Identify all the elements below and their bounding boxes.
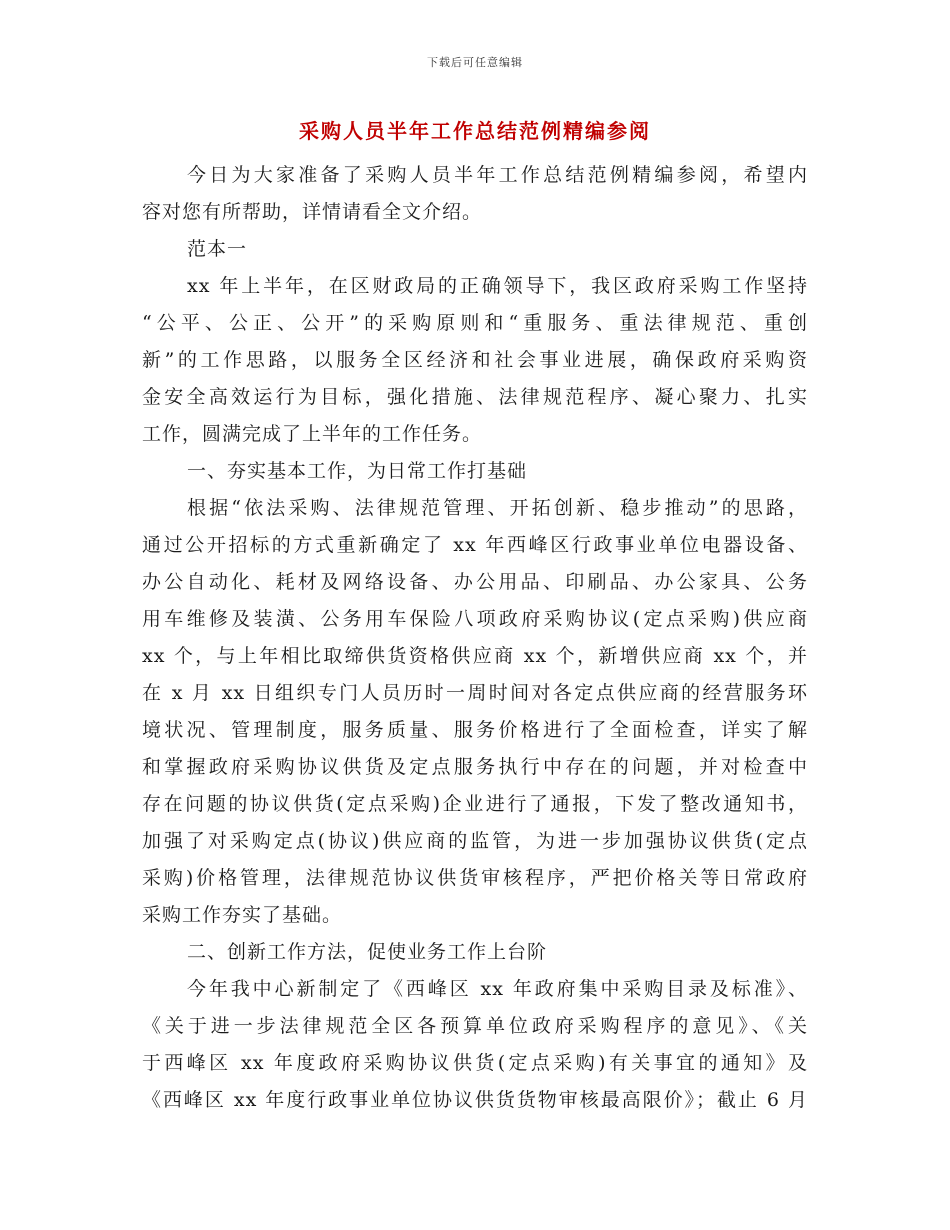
body-line: xx 个，与上年相比取缔供货资格供应商 xx 个，新增供应商 xx 个，并 [142,645,808,667]
body-line: xx 年上半年，在区财政局的正确领导下，我区政府采购工作坚持 [187,275,808,297]
body-line: 工作，圆满完成了上半年的工作任务。 [142,423,483,445]
body-line: 《关于进一步法律规范全区各预算单位政府采购程序的意见》、《关 [142,1015,808,1037]
body-line: 金安全高效运行为目标，强化措施、法律规范程序、凝心聚力、扎实 [142,386,808,408]
body-line: 范本一 [187,238,248,260]
body-line: 二、创新工作方法，促使业务工作上台阶 [187,941,548,963]
document-title: 采购人员半年工作总结范例精编参阅 [299,119,651,143]
body-line: 和掌握政府采购协议供货及定点服务执行中存在的问题，并对检查中 [142,756,808,778]
body-line: 加强了对采购定点(协议)供应商的监管，为进一步加强协议供货(定点 [142,830,808,852]
body-line: 《西峰区 xx 年度行政事业单位协议供货货物审核最高限价》；截止 6 月 [142,1089,808,1111]
body-line: 新”的工作思路，以服务全区经济和社会事业进展，确保政府采购资 [142,349,808,371]
body-line: 于西峰区 xx 年度政府采购协议供货(定点采购)有关事宜的通知》及 [142,1052,808,1074]
body-line: 今年我中心新制定了《西峰区 xx 年政府集中采购目录及标准》、 [187,978,808,1000]
body-line: 用车维修及装潢、公务用车保险八项政府采购协议(定点采购)供应商 [142,608,808,630]
body-line: “公平、公正、公开”的采购原则和“重服务、重法律规范、重创 [142,312,808,334]
document-body [142,157,808,1119]
body-line: 办公自动化、耗材及网络设备、办公用品、印刷品、办公家具、公务 [142,571,808,593]
body-line: 采购工作夯实了基础。 [142,904,343,926]
body-line: 存在问题的协议供货(定点采购)企业进行了通报，下发了整改通知书， [142,793,808,815]
body-line: 采购)价格管理，法律规范协议供货审核程序，严把价格关等日常政府 [142,867,808,889]
body-line: 境状况、管理制度，服务质量、服务价格进行了全面检查，详实了解 [142,719,808,741]
body-line: 根据“依法采购、法律规范管理、开拓创新、稳步推动”的思路， [187,497,808,519]
body-line: 容对您有所帮助，详情请看全文介绍。 [142,201,483,223]
body-line: 一、夯实基本工作，为日常工作打基础 [187,460,528,482]
header-note: 下载后可任意编辑 [427,56,523,69]
body-line: 在 x 月 xx 日组织专门人员历时一周时间对各定点供应商的经营服务环 [142,682,808,704]
body-line: 通过公开招标的方式重新确定了 xx 年西峰区行政事业单位电器设备、 [142,534,808,556]
body-line: 今日为大家准备了采购人员半年工作总结范例精编参阅，希望内 [187,164,808,186]
